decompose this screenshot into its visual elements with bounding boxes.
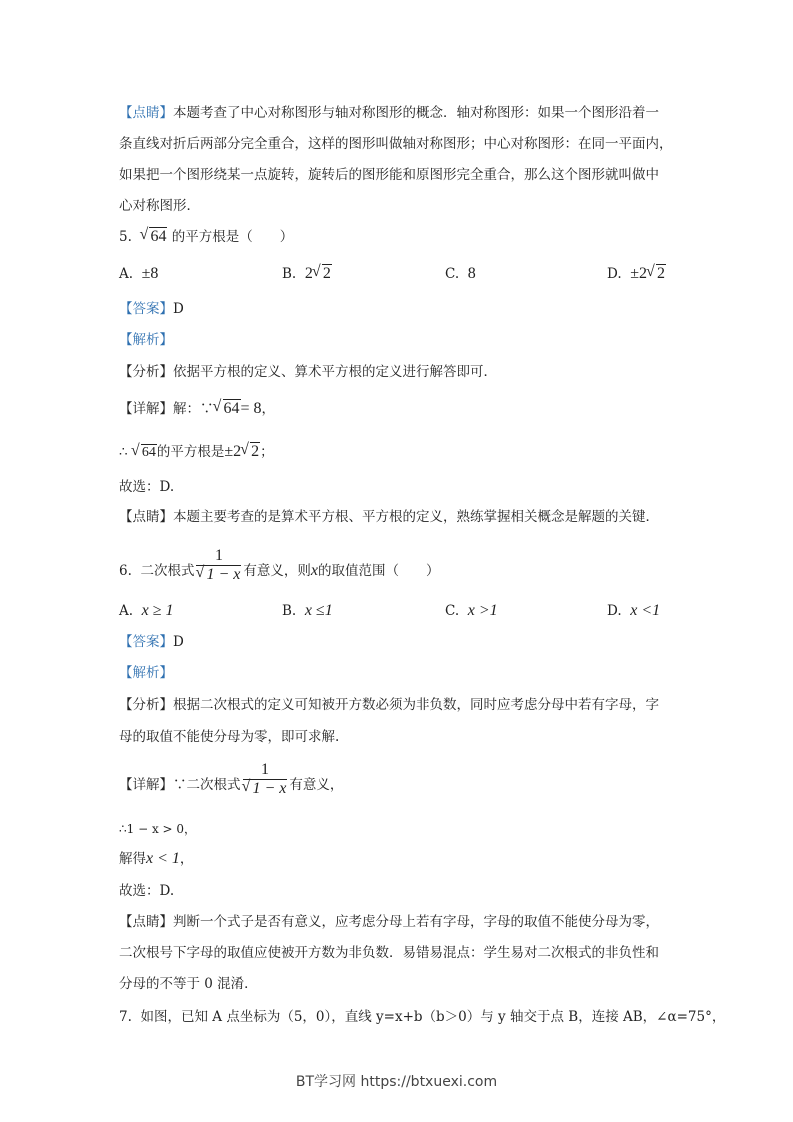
note-text: 本题考查了中心对称图形与轴对称图形的概念．轴对称图形：如果一个图形沿着一 <box>173 105 659 121</box>
question-text: 如图，已知 A 点坐标为（5，0），直线 y=x+b（b＞0）与 y 轴交于点 B，连接 AB，∠α=75°， <box>140 1009 726 1025</box>
sqrt-expression <box>132 443 157 463</box>
step-1: ∴1 − x > 0， <box>119 822 197 836</box>
option-letter: C. <box>445 266 460 282</box>
dianjing-text-line: 分母的不等于 0 混淆． <box>119 976 258 992</box>
option-a <box>119 601 174 621</box>
option-value: ±8 <box>141 265 159 282</box>
option-value: x <1 <box>630 602 661 619</box>
step-math: x < 1 <box>146 850 180 867</box>
sqrt-expression <box>214 399 241 419</box>
jiexi-tag: 【解析】 <box>119 332 173 348</box>
denominator-radicand: 1 − x <box>206 566 241 583</box>
dianjing-line <box>119 912 659 932</box>
analysis-text: 依据平方根的定义、算术平方根的定义进行解答即可． <box>173 364 497 380</box>
option-coef: ±2 <box>630 265 648 282</box>
question-5-stem <box>119 227 293 247</box>
radicand: 2 <box>251 443 260 460</box>
coef: ±2 <box>224 443 242 460</box>
variable: x <box>310 562 318 579</box>
radicand: 64 <box>150 228 167 245</box>
dianjing-text-line: 二次根号下字母的取值应使被开方数为非负数．易错易混点：学生易对二次根式的非负性和 <box>119 945 659 961</box>
question-number: 7. <box>119 1009 132 1025</box>
option-value: 8 <box>467 265 476 282</box>
answer-line <box>119 632 184 652</box>
dianjing-tag: 【点睛】 <box>119 509 173 525</box>
option-a <box>119 264 158 284</box>
analysis-tag: 【分析】 <box>119 697 173 713</box>
option-c <box>445 601 498 621</box>
note-text-line: 如果把一个图形绕某一点旋转，旋转后的图形能和原图形完全重合，那么这个图形就叫做中 <box>119 167 659 183</box>
sqrt-expression <box>647 264 666 284</box>
option-value: x ≤1 <box>304 602 333 619</box>
radicand: 64 <box>141 445 156 460</box>
answer-line <box>119 299 184 319</box>
option-letter: D. <box>607 266 622 282</box>
therefore-line <box>119 442 274 463</box>
choose-line: 故选：D. <box>119 883 175 899</box>
detail-text: 解：∵ <box>173 401 214 417</box>
punct: ； <box>260 444 274 460</box>
answer-tag: 【答案】 <box>119 634 173 650</box>
analysis-line <box>119 695 659 715</box>
detail-tag: 【详解】 <box>119 777 173 793</box>
option-letter: B. <box>282 603 297 619</box>
step-text: 解得 <box>119 851 146 867</box>
question-6-stem <box>119 547 440 590</box>
dianjing-text: 判断一个式子是否有意义，应考虑分母上若有字母，字母的取值不能使分母为零， <box>173 914 659 930</box>
note-tag: 【点睛】 <box>119 105 173 121</box>
dianjing-tag: 【点睛】 <box>119 914 173 930</box>
numerator: 1 <box>260 761 269 778</box>
therefore-text: 的平方根是 <box>156 444 225 460</box>
detail-text: 有意义， <box>289 777 344 793</box>
option-letter: A. <box>119 603 134 619</box>
punct: ， <box>261 401 276 417</box>
detail-text: ∵二次根式 <box>173 777 241 793</box>
choose-line: 故选：D. <box>119 479 175 495</box>
site-footer[interactable]: BT学习网 https://btxuexi.com <box>295 1074 498 1090</box>
question-number: 5. <box>119 229 132 245</box>
option-letter: B. <box>282 266 297 282</box>
question-number: 6. <box>119 563 132 579</box>
detail-line <box>119 399 275 419</box>
option-value: x ≥ 1 <box>141 602 174 619</box>
option-letter: C. <box>445 603 460 619</box>
point-note-line <box>119 103 659 123</box>
fraction <box>196 547 241 584</box>
analysis-line <box>119 362 497 382</box>
option-c <box>445 264 476 284</box>
sqrt-expression <box>140 227 167 247</box>
denominator-radicand: 1 − x <box>252 780 287 797</box>
option-coef: 2 <box>304 265 313 282</box>
therefore-symbol: ∴ <box>119 444 128 460</box>
step-2 <box>119 849 193 869</box>
detail-tag: 【详解】 <box>119 401 173 417</box>
numerator: 1 <box>214 547 223 564</box>
option-letter: A. <box>119 266 134 282</box>
radicand: 2 <box>322 265 331 282</box>
analysis-text-line: 母的取值不能使分母为零，即可求解. <box>119 729 340 745</box>
sqrt-expression <box>241 442 260 462</box>
option-d <box>607 601 660 621</box>
note-text-line: 心对称图形． <box>119 198 200 214</box>
equation: = 8 <box>240 400 262 417</box>
sqrt-expression <box>313 264 332 284</box>
option-value: x >1 <box>467 602 498 619</box>
dianjing-text: 本题主要考查的是算术平方根、平方根的定义，熟练掌握相关概念是解题的关键． <box>173 509 659 525</box>
option-letter: D. <box>607 603 622 619</box>
question-text: 的取值范围（ ） <box>318 563 440 579</box>
radicand: 2 <box>657 265 666 282</box>
question-text: 有意义，则 <box>243 563 311 579</box>
jiexi-tag: 【解析】 <box>119 665 173 681</box>
question-text: 的平方根是（ ） <box>171 229 294 245</box>
answer-value: D <box>173 634 184 650</box>
analysis-text: 根据二次根式的定义可知被开方数必须为非负数，同时应考虑分母中若有字母，字 <box>173 697 659 713</box>
answer-value: D <box>173 301 184 317</box>
option-b <box>282 601 333 621</box>
question-7-stem <box>119 1007 725 1027</box>
detail-line <box>119 761 344 804</box>
option-d <box>607 264 666 284</box>
analysis-tag: 【分析】 <box>119 364 173 380</box>
radicand: 64 <box>223 400 240 417</box>
dianjing-line <box>119 507 659 527</box>
answer-tag: 【答案】 <box>119 301 173 317</box>
punct: ， <box>179 851 194 867</box>
fraction <box>243 761 288 798</box>
option-b <box>282 264 332 284</box>
note-text-line: 条直线对折后两部分完全重合，这样的图形叫做轴对称图形；中心对称图形：在同一平面内， <box>119 136 673 152</box>
question-text: 二次根式 <box>140 563 195 579</box>
